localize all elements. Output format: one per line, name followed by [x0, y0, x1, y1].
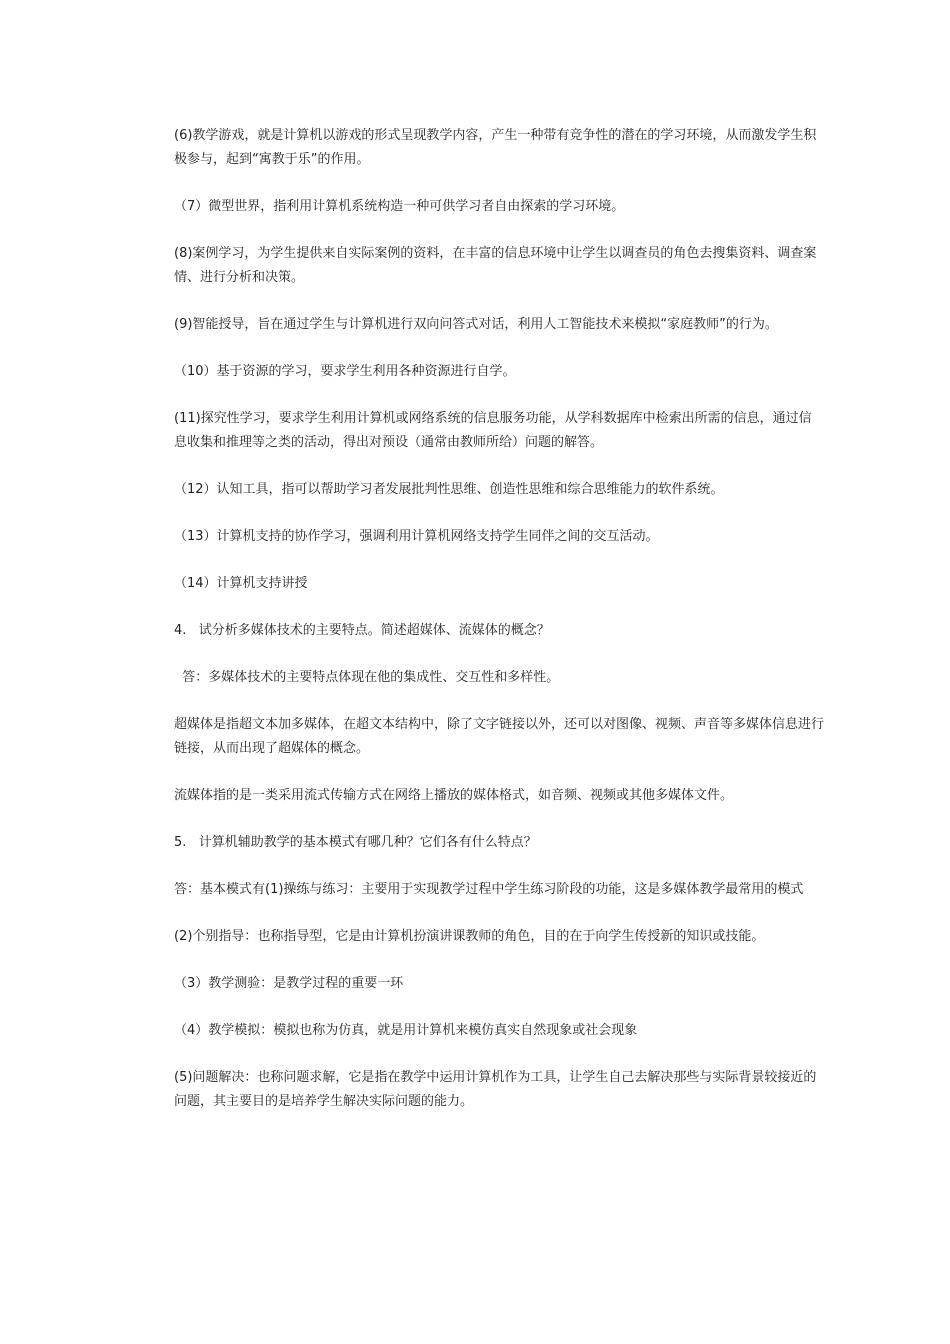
paragraph-item-12: （12）认知工具，指可以帮助学习者发展批判性思维、创造性思维和综合思维能力的软件系统。	[174, 482, 724, 497]
document-body	[174, 124, 824, 1137]
question-5: 5. 计算机辅助教学的基本模式有哪几种？它们各有什么特点？	[174, 835, 537, 850]
paragraph-item-11: (11)探究性学习，要求学生利用计算机或网络系统的信息服务功能，从学科数据库中检索出所需的信息，通过信息收集和推理等之类的活动，得出对预设（通常由教师所给）问题的解答。	[174, 411, 812, 450]
question-4: 4. 试分析多媒体技术的主要特点。简述超媒体、流媒体的概念？	[174, 623, 550, 638]
answer-5-mode-1: 答：基本模式有(1)操练与练习：主要用于实现教学过程中学生练习阶段的功能，这是多媒体教学最常用的模式	[174, 882, 804, 897]
paragraph-item-8: (8)案例学习，为学生提供来自实际案例的资料，在丰富的信息环境中让学生以调查员的角色去搜集资料、调查案情、进行分析和决策。	[174, 246, 817, 285]
answer-5-mode-2: (2)个别指导：也称指导型，它是由计算机扮演讲课教师的角色，目的在于向学生传授新的知识或技能。	[174, 929, 765, 944]
answer-5-mode-4: （4）教学模拟：模拟也称为仿真，就是用计算机来模仿真实自然现象或社会现象	[174, 1023, 638, 1038]
paragraph-item-6: (6)教学游戏，就是计算机以游戏的形式呈现教学内容，产生一种带有竞争性的潜在的学习环境，从而激发学生积极参与，起到“寓教于乐”的作用。	[174, 128, 817, 167]
paragraph-item-7: （7）微型世界，指利用计算机系统构造一种可供学习者自由探索的学习环境。	[174, 199, 625, 214]
hypermedia-definition: 超媒体是指超文本加多媒体，在超文本结构中，除了文字链接以外，还可以对图像、视频、声音等多媒体信息进行链接，从而出现了超媒体的概念。	[174, 717, 825, 756]
paragraph-item-9: (9)智能授导，旨在通过学生与计算机进行双向问答式对话，利用人工智能技术来模拟“家庭教师”的行为。	[174, 317, 778, 332]
streaming-media-definition: 流媒体指的是一类采用流式传输方式在网络上播放的媒体格式，如音频、视频或其他多媒体文件。	[174, 788, 734, 803]
answer-5-mode-3: （3）教学测验：是教学过程的重要一环	[174, 976, 404, 991]
answer-5-mode-5: (5)问题解决：也称问题求解，它是指在教学中运用计算机作为工具，让学生自己去解决那些与实际背景较接近的问题，其主要目的是培养学生解决实际问题的能力。	[174, 1070, 817, 1109]
paragraph-item-10: （10）基于资源的学习，要求学生利用各种资源进行自学。	[174, 364, 516, 379]
paragraph-item-14: （14）计算机支持讲授	[174, 576, 308, 591]
paragraph-item-13: （13）计算机支持的协作学习，强调利用计算机网络支持学生同伴之间的交互活动。	[174, 529, 659, 544]
answer-4-intro: 答：多媒体技术的主要特点体现在他的集成性、交互性和多样性。	[174, 670, 560, 685]
